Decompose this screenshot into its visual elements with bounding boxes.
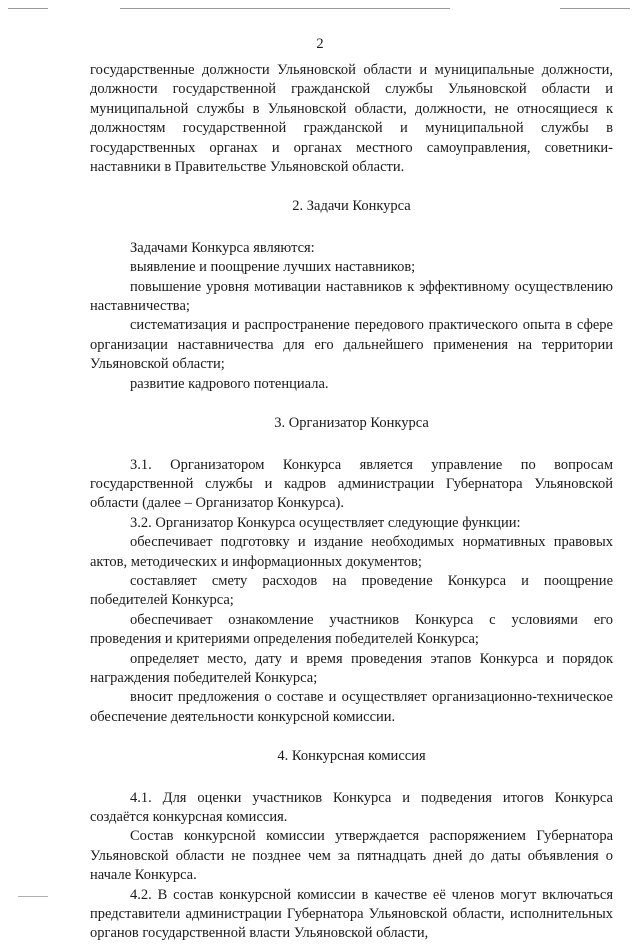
- spacer: [90, 434, 613, 456]
- scan-artifact-top: [8, 8, 48, 9]
- paragraph: составляет смету расходов на проведение Конкурса и поощрение победителей Конкурса;: [90, 572, 613, 609]
- spacer: [90, 727, 613, 747]
- page-number: 2: [316, 36, 324, 52]
- paragraph: определяет место, дату и время проведения этапов Конкурса и порядок награждения победителей Конкурса;: [90, 650, 613, 686]
- paragraph: обеспечивает ознакомление участников Конкурса с условиями его проведения и критериями определения победителей Конкурса;: [90, 611, 613, 648]
- spacer: [90, 394, 613, 414]
- scan-artifact-bottom: [18, 896, 48, 897]
- spacer: [90, 767, 613, 789]
- paragraph: выявление и поощрение лучших наставников;: [130, 259, 416, 276]
- document-body: [90, 61, 613, 944]
- paragraph: обеспечивает подготовку и издание необходимых нормативных правовых актов, методических и информационных документов;: [90, 534, 613, 570]
- paragraph: повышение уровня мотивации наставников к эффективному осуществлению наставничества;: [90, 278, 613, 315]
- paragraph: 3.2. Организатор Конкурса осуществляет следующие функции:: [130, 514, 521, 531]
- paragraph: 4.2. В состав конкурсной комиссии в качестве её членов могут включаться представители администрации Губернатора Ульяновской области, исполнительных органов государственной власти Ульяновской области,: [90, 886, 613, 942]
- section-heading: 3. Организатор Конкурса: [274, 415, 429, 432]
- spacer: [90, 217, 613, 239]
- paragraph: Состав конкурсной комиссии утверждается распоряжением Губернатора Ульяновской области не позднее чем за пятнадцать дней до даты объявления о начале Конкурса.: [90, 828, 613, 884]
- paragraph: государственные должности Ульяновской области и муниципальные должности, должности государственной гражданской службы Ульяновской области и муниципальной службы в Ульяновской области, должности, не относящиеся к должностям государственной гражданской и муниципальной службы в государственных органах и органах местного самоуправления, советники-наставники в Правительстве Ульяновской области.: [90, 62, 613, 176]
- paragraph: Задачами Конкурса являются:: [130, 239, 315, 256]
- paragraph: развитие кадрового потенциала.: [130, 375, 329, 392]
- paragraph: вносит предложения о составе и осуществляет организационно-техническое обеспечение деятельности конкурсной комиссии.: [90, 689, 613, 725]
- section-heading: 2. Задачи Конкурса: [292, 198, 411, 215]
- paragraph: 4.1. Для оценки участников Конкурса и подведения итогов Конкурса создаётся конкурсная комиссия.: [90, 789, 613, 825]
- spacer: [90, 177, 613, 197]
- paragraph: 3.1. Организатором Конкурса является управление по вопросам государственной службы и кадров администрации Губернатора Ульяновской области (далее – Организатор Конкурса).: [90, 456, 613, 512]
- section-heading: 4. Конкурсная комиссия: [277, 748, 426, 765]
- scan-artifact-top: [560, 8, 630, 9]
- scan-artifact-top: [120, 8, 450, 9]
- paragraph: систематизация и распространение передового практического опыта в сфере организации наставничества для его дальнейшего применения на территории Ульяновской области;: [90, 317, 613, 373]
